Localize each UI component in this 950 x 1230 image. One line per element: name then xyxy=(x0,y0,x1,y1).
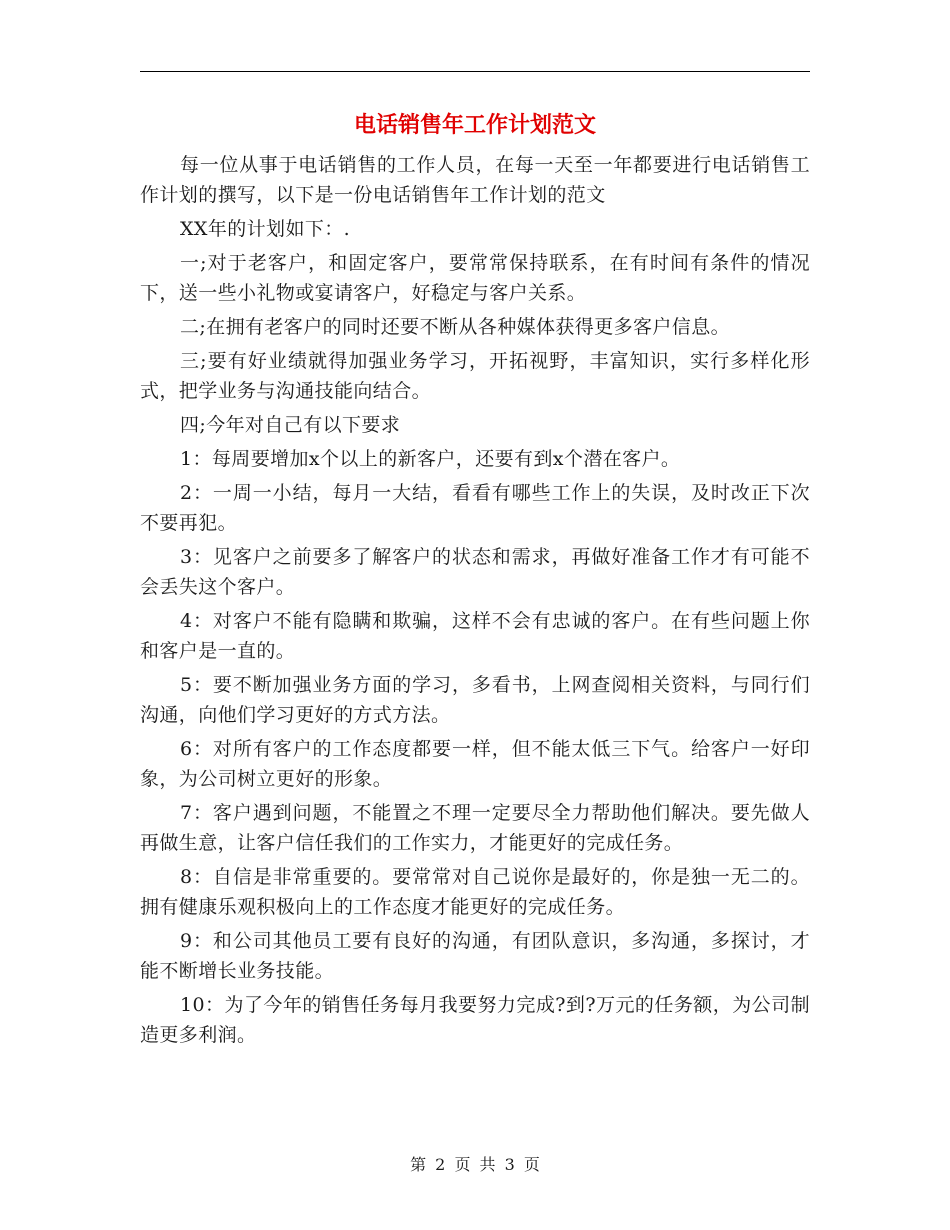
page-footer: 第 2 页 共 3 页 xyxy=(410,1155,540,1174)
paragraph-plan-heading: XX年的计划如下：. xyxy=(180,218,351,240)
paragraph-req-4: 4：对客户不能有隐瞒和欺骗，这样不会有忠诚的客户。在有些问题上你和客户是一直的。 xyxy=(140,610,810,662)
paragraph-item-1: 一;对于老客户，和固定客户，要常常保持联系，在有时间有条件的情况下，送一些小礼物或宴请客户，好稳定与客户关系。 xyxy=(140,252,810,304)
paragraph-req-1: 1：每周要增加x个以上的新客户，还要有到x个潜在客户。 xyxy=(180,448,681,470)
document-title: 电话销售年工作计划范文 xyxy=(353,113,596,138)
paragraph-req-2: 2：一周一小结，每月一大结，看看有哪些工作上的失误，及时改正下次不要再犯。 xyxy=(140,482,810,534)
paragraph-req-10: 10：为了今年的销售任务每月我要努力完成?到?万元的任务额，为公司制造更多利润。 xyxy=(140,994,810,1046)
paragraph-intro: 每一位从事于电话销售的工作人员，在每一天至一年都要进行电话销售工作计划的撰写，以下是一份电话销售年工作计划的范文 xyxy=(140,154,810,206)
paragraph-item-3: 三;要有好业绩就得加强业务学习，开拓视野，丰富知识，实行多样化形式，把学业务与沟通技能向结合。 xyxy=(140,350,810,402)
paragraph-req-9: 9：和公司其他员工要有良好的沟通，有团队意识，多沟通，多探讨，才能不断增长业务技能。 xyxy=(140,930,810,982)
paragraph-req-7: 7：客户遇到问题，不能置之不理一定要尽全力帮助他们解决。要先做人再做生意，让客户信任我们的工作实力，才能更好的完成任务。 xyxy=(140,802,810,854)
paragraph-req-3: 3：见客户之前要多了解客户的状态和需求，再做好准备工作才有可能不会丢失这个客户。 xyxy=(140,546,810,598)
paragraph-item-4: 四;今年对自己有以下要求 xyxy=(180,414,401,436)
header-rule xyxy=(140,71,810,72)
paragraph-req-6: 6：对所有客户的工作态度都要一样，但不能太低三下气。给客户一好印象，为公司树立更好的形象。 xyxy=(140,738,810,790)
paragraph-item-2: 二;在拥有老客户的同时还要不断从各种媒体获得更多客户信息。 xyxy=(180,316,731,338)
paragraph-req-8: 8：自信是非常重要的。要常常对自己说你是最好的，你是独一无二的。拥有健康乐观积极向上的工作态度才能更好的完成任务。 xyxy=(140,866,810,918)
paragraph-req-5: 5：要不断加强业务方面的学习，多看书，上网查阅相关资料，与同行们沟通，向他们学习更好的方式方法。 xyxy=(140,674,810,726)
document-body xyxy=(140,150,810,1054)
